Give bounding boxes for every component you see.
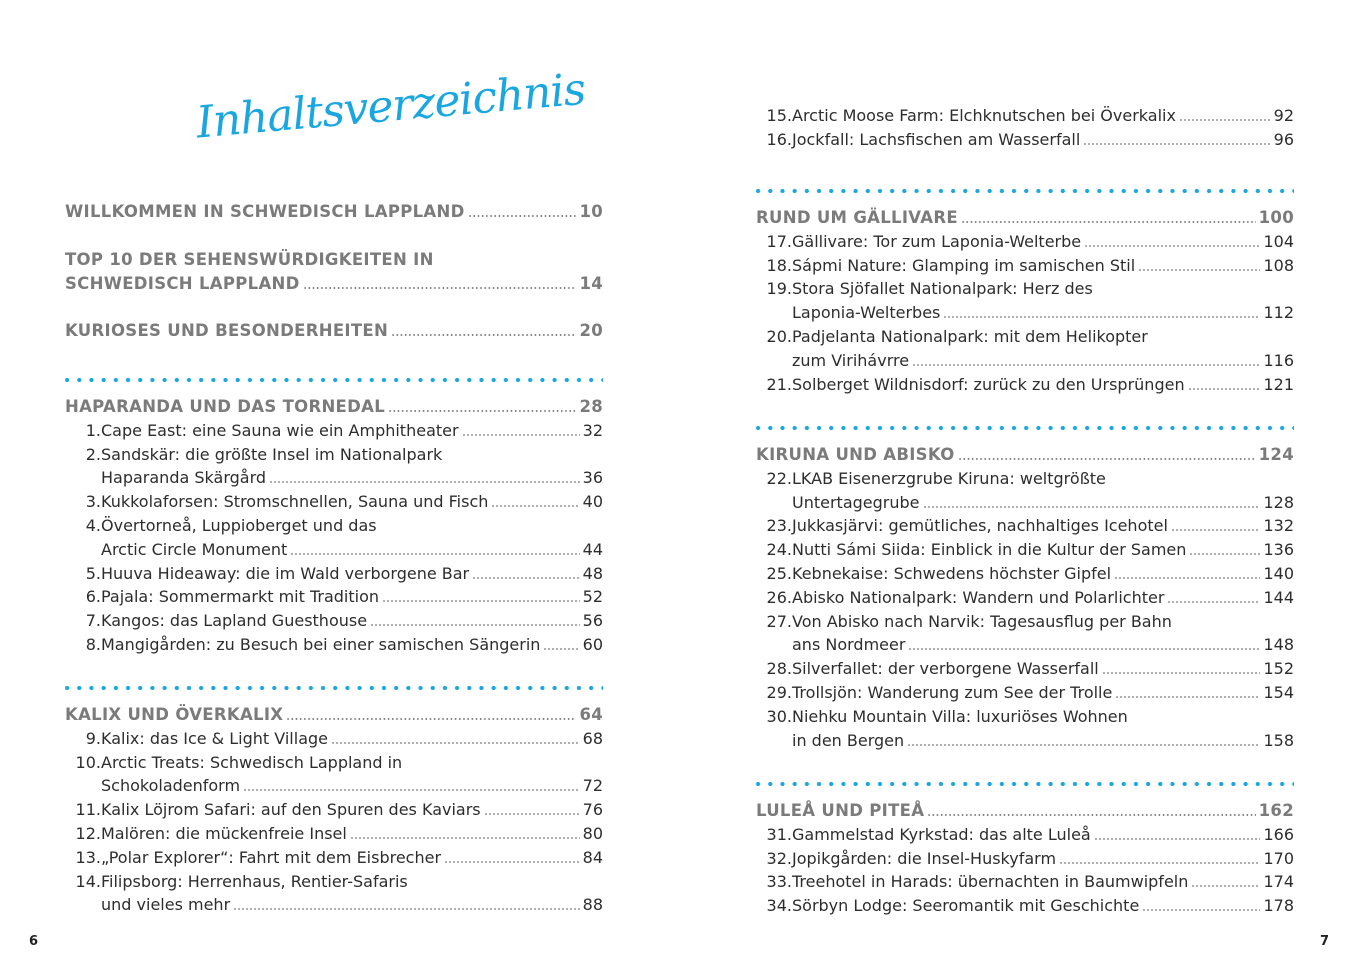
entry-page: 140 — [1263, 563, 1294, 583]
toc-entry[interactable] — [65, 419, 603, 443]
entry-title: Padjelanta Nationalpark: mit dem Helikopter — [792, 326, 1148, 346]
section-heading[interactable] — [756, 799, 1294, 823]
toc-entry[interactable] — [65, 562, 603, 586]
entry-number: 10. — [75, 752, 101, 772]
page-number-right: 7 — [1320, 934, 1330, 949]
right-page — [679, 0, 1358, 974]
toc-entry[interactable] — [756, 254, 1294, 278]
entry-number-cell — [756, 373, 792, 397]
toc-entry[interactable] — [756, 104, 1294, 128]
entry-page: 72 — [582, 776, 603, 796]
entry-number-cell — [65, 633, 101, 657]
toc-title: Inhaltsverzeichnis — [194, 63, 588, 149]
entry-number-cell — [756, 230, 792, 254]
dot-leader — [269, 481, 580, 483]
toc-entry[interactable] — [756, 128, 1294, 152]
toc-entry[interactable] — [756, 823, 1294, 847]
dot-leader — [1094, 838, 1261, 840]
entry-page: 104 — [1263, 231, 1294, 251]
entry-title: Stora Sjöfallet Nationalpark: Herz des — [792, 279, 1093, 299]
entry-title: TOP 10 DER SEHENSWÜRDIGKEITEN IN — [65, 249, 434, 269]
toc-entry[interactable] — [756, 705, 1294, 729]
section-kiruna — [756, 426, 1294, 752]
section-title: RUND UM GÄLLIVARE — [756, 208, 958, 227]
toc-entry[interactable] — [756, 870, 1294, 894]
dot-leader — [303, 287, 577, 289]
toc-entry[interactable] — [65, 846, 603, 870]
entry-page: 108 — [1263, 255, 1294, 275]
dotted-divider — [65, 686, 603, 690]
entry-number: 28. — [766, 659, 792, 679]
entry-number-cell — [756, 894, 792, 918]
entry-page: 128 — [1263, 492, 1294, 512]
entry-title: Schokoladenform — [101, 776, 241, 796]
toc-entry[interactable] — [756, 586, 1294, 610]
entry-number: 22. — [766, 468, 792, 488]
entry-number-cell — [65, 443, 101, 467]
entry-page: 132 — [1263, 516, 1294, 536]
entry-page: 178 — [1263, 896, 1294, 916]
dot-leader — [912, 364, 1260, 366]
entry-title: Kalix Löjrom Safari: auf den Spuren des Kaviars — [101, 800, 481, 820]
dot-leader — [462, 434, 580, 436]
entry-title: SCHWEDISCH LAPPLAND — [65, 273, 300, 293]
entry-number-cell — [65, 798, 101, 822]
section-title: KALIX UND ÖVERKALIX — [65, 705, 284, 724]
dot-leader — [1084, 245, 1260, 247]
dot-leader — [908, 648, 1260, 650]
dot-leader — [472, 577, 580, 579]
entry-page: 68 — [582, 728, 603, 748]
dot-leader — [1083, 143, 1270, 145]
entry-page: 92 — [1273, 106, 1294, 125]
entry-number: 24. — [766, 540, 792, 560]
entry-title: Silverfallet: der verborgene Wasserfall — [792, 659, 1099, 679]
dot-leader — [491, 505, 579, 507]
dot-leader — [1171, 529, 1261, 531]
entry-title: Kukkolaforsen: Stromschnellen, Sauna und Fisch — [101, 492, 489, 512]
entry-title: Von Abisko nach Narvik: Tagesausflug per Bahn — [792, 611, 1172, 631]
toc-entry[interactable] — [756, 467, 1294, 491]
entry-page: 121 — [1263, 374, 1294, 394]
entry-number-cell — [756, 823, 792, 847]
entry-number: 13. — [75, 847, 101, 867]
dot-leader — [907, 744, 1260, 746]
entry-number-cell — [756, 847, 792, 871]
section-heading[interactable] — [756, 206, 1294, 230]
entry-number-cell — [65, 870, 101, 894]
entry-number: 21. — [766, 374, 792, 394]
entry-title: Filipsborg: Herrenhaus, Rentier-Safaris — [101, 871, 408, 891]
entry-page: 152 — [1263, 659, 1294, 679]
entry-page: 76 — [582, 800, 603, 820]
entry-number: 32. — [766, 848, 792, 868]
entry-title: Haparanda Skärgård — [101, 468, 267, 488]
entry-title: Arctic Treats: Schwedisch Lappland in — [101, 752, 403, 772]
toc-entry[interactable] — [65, 466, 603, 490]
entry-number: 15. — [766, 106, 792, 125]
entry-page: 20 — [579, 321, 603, 341]
entry-title: Niehku Mountain Villa: luxuriöses Wohnen — [792, 706, 1128, 726]
dot-leader — [243, 789, 580, 791]
dot-leader — [1142, 909, 1260, 911]
toc-entry[interactable] — [756, 562, 1294, 586]
entry-number-cell — [756, 467, 792, 491]
entry-title: Arctic Circle Monument — [101, 539, 288, 559]
entry-title: WILLKOMMEN IN SCHWEDISCH LAPPLAND — [65, 202, 465, 221]
entry-title: „Polar Explorer“: Fahrt mit dem Eisbrecher — [101, 847, 442, 867]
entry-number: 6. — [85, 587, 101, 607]
entry-title: Gällivare: Tor zum Laponia-Welterbe — [792, 231, 1082, 251]
dot-leader — [1138, 269, 1260, 271]
entry-number-cell — [65, 585, 101, 609]
entry-page: 36 — [582, 468, 603, 488]
entry-page: 14 — [579, 273, 603, 293]
section-page: 162 — [1258, 801, 1294, 820]
section-page: 64 — [579, 705, 603, 724]
entry-title: Huuva Hideaway: die im Wald verborgene Bar — [101, 563, 470, 583]
dotted-divider — [756, 426, 1294, 430]
toc-entry[interactable] — [65, 822, 603, 846]
entry-number: 34. — [766, 896, 792, 916]
dot-leader — [382, 600, 580, 602]
entry-number-cell — [756, 128, 792, 152]
entry-page: 32 — [582, 420, 603, 440]
toc-entry[interactable] — [65, 514, 603, 538]
entry-title: Nutti Sámi Siida: Einblick in die Kultur der Samen — [792, 540, 1187, 560]
section-title: HAPARANDA UND DAS TORNEDAL — [65, 397, 386, 416]
entry-number-cell — [756, 325, 792, 349]
dot-leader — [391, 334, 576, 336]
entry-number-cell — [756, 610, 792, 634]
entry-number-cell — [65, 751, 101, 775]
entry-title: Malören: die mückenfreie Insel — [101, 823, 347, 843]
entry-page: 166 — [1263, 824, 1294, 844]
entry-title: Trollsjön: Wanderung zum See der Trolle — [792, 682, 1113, 702]
toc-entry[interactable] — [65, 727, 603, 751]
entry-page: 154 — [1263, 682, 1294, 702]
entry-title: Cape East: eine Sauna wie ein Amphitheater — [101, 420, 459, 440]
entry-title: Jopikgården: die Insel-Huskyfarm — [792, 848, 1057, 868]
dot-leader — [943, 316, 1260, 318]
entry-title: Övertorneå, Luppioberget und das — [101, 515, 377, 535]
entry-number-cell — [65, 609, 101, 633]
entry-number: 4. — [85, 515, 101, 535]
toc-entry[interactable] — [756, 514, 1294, 538]
entry-title: Arctic Moose Farm: Elchknutschen bei Överkalix — [792, 106, 1176, 125]
toc-entry[interactable] — [756, 633, 1294, 657]
dot-leader — [350, 837, 580, 839]
entry-page: 112 — [1263, 303, 1294, 323]
dot-leader — [1188, 388, 1261, 390]
dot-leader — [444, 861, 580, 863]
toc-entry[interactable] — [756, 610, 1294, 634]
section-page: 28 — [579, 397, 603, 416]
dot-leader — [468, 215, 577, 217]
entry-number: 5. — [85, 563, 101, 583]
toc-entry[interactable] — [756, 491, 1294, 515]
entry-title: Gammelstad Kyrkstad: das alte Luleå — [792, 824, 1091, 844]
entry-page: 116 — [1263, 350, 1294, 370]
toc-entry[interactable] — [65, 774, 603, 798]
dot-leader — [1115, 696, 1260, 698]
intro-entry-top10-cont[interactable] — [65, 272, 603, 296]
entry-number: 20. — [766, 326, 792, 346]
entry-number-cell — [756, 254, 792, 278]
entry-page: 10 — [579, 202, 603, 221]
entry-number-cell — [756, 562, 792, 586]
section-gaellivare — [756, 189, 1294, 396]
entry-number: 31. — [766, 824, 792, 844]
entry-title: ans Nordmeer — [792, 635, 906, 655]
intro-block — [65, 200, 603, 343]
entry-title: Untertagegrube — [792, 492, 920, 512]
intro-entry-welcome[interactable] — [65, 200, 603, 224]
dot-leader — [923, 506, 1261, 508]
toc-entry[interactable] — [756, 373, 1294, 397]
intro-entry-top10[interactable] — [65, 248, 603, 272]
section-kalix — [65, 686, 603, 917]
entry-number: 29. — [766, 682, 792, 702]
entry-title: Kalix: das Ice & Light Village — [101, 728, 328, 748]
entry-page: 144 — [1263, 587, 1294, 607]
entry-number: 7. — [85, 611, 101, 631]
section-heading[interactable] — [65, 703, 603, 727]
toc-entry[interactable] — [65, 585, 603, 609]
entry-title: Sandskär: die größte Insel im Nationalpark — [101, 444, 443, 464]
toc-entry[interactable] — [65, 609, 603, 633]
entry-number-cell — [756, 514, 792, 538]
section-heading[interactable] — [756, 443, 1294, 467]
dot-leader — [370, 624, 580, 626]
dot-leader — [927, 814, 1255, 816]
toc-entry[interactable] — [756, 847, 1294, 871]
toc-entry[interactable] — [756, 349, 1294, 373]
entry-title: Sápmi Nature: Glamping im samischen Stil — [792, 255, 1136, 275]
entry-number-cell — [65, 822, 101, 846]
dotted-divider — [65, 378, 603, 382]
entry-number-cell — [756, 870, 792, 894]
dot-leader — [484, 813, 580, 815]
entry-title: LKAB Eisenerzgrube Kiruna: weltgrößte — [792, 468, 1106, 488]
toc-entry[interactable] — [65, 443, 603, 467]
entry-title: Laponia-Welterbes — [792, 303, 941, 323]
entry-page: 88 — [582, 895, 603, 915]
dot-leader — [1114, 577, 1260, 579]
dot-leader — [1179, 119, 1271, 121]
dot-leader — [290, 553, 579, 555]
entry-number: 16. — [766, 129, 792, 149]
entry-number: 11. — [75, 800, 101, 820]
entry-number: 3. — [85, 492, 101, 512]
entry-number: 30. — [766, 706, 792, 726]
toc-entry[interactable] — [65, 538, 603, 562]
toc-entry[interactable] — [756, 894, 1294, 918]
entry-title: zum Virihávrre — [792, 350, 910, 370]
section-title: LULEÅ UND PITEÅ — [756, 801, 925, 820]
toc-entry[interactable] — [756, 681, 1294, 705]
section-lulea — [756, 782, 1294, 918]
entry-title: Jukkasjärvi: gemütliches, nachhaltiges Icehotel — [792, 516, 1168, 536]
entry-number: 17. — [766, 231, 792, 251]
entry-page: 52 — [582, 587, 603, 607]
dot-leader — [286, 718, 576, 720]
entry-number-cell — [65, 562, 101, 586]
entry-number: 9. — [85, 728, 101, 748]
entry-number: 26. — [766, 587, 792, 607]
entry-title: Mangigården: zu Besuch bei einer samischen Sängerin — [101, 634, 541, 654]
entry-number-cell — [756, 681, 792, 705]
section-page: 100 — [1258, 208, 1294, 227]
toc-entry[interactable] — [65, 870, 603, 894]
dot-leader — [331, 742, 580, 744]
section-kalix-continued — [756, 104, 1294, 152]
entry-number: 8. — [85, 634, 101, 654]
section-page: 124 — [1258, 445, 1294, 464]
toc-entry[interactable] — [756, 301, 1294, 325]
toc-entry[interactable] — [756, 277, 1294, 301]
toc-entry[interactable] — [756, 325, 1294, 349]
toc-entry[interactable] — [65, 798, 603, 822]
dot-leader — [388, 410, 576, 412]
entry-page: 170 — [1263, 848, 1294, 868]
entry-page: 158 — [1263, 730, 1294, 750]
dot-leader — [1059, 862, 1260, 864]
entry-title: KURIOSES UND BESONDERHEITEN — [65, 321, 389, 341]
entry-number-cell — [756, 277, 792, 301]
entry-page: 84 — [582, 847, 603, 867]
toc-entry[interactable] — [756, 538, 1294, 562]
dot-leader — [543, 648, 579, 650]
entry-number-cell — [756, 657, 792, 681]
toc-entry[interactable] — [756, 729, 1294, 753]
dot-leader — [1102, 672, 1261, 674]
entry-number: 19. — [766, 279, 792, 299]
dot-leader — [1191, 885, 1260, 887]
entry-page: 174 — [1263, 872, 1294, 892]
dot-leader — [1189, 553, 1260, 555]
dot-leader — [233, 908, 580, 910]
entry-number: 18. — [766, 255, 792, 275]
entry-title: Abisko Nationalpark: Wandern und Polarlichter — [792, 587, 1165, 607]
entry-page: 136 — [1263, 540, 1294, 560]
page-number-left: 6 — [29, 934, 39, 949]
entry-title: Solberget Wildnisdorf: zurück zu den Ursprüngen — [792, 374, 1185, 394]
toc-entry[interactable] — [65, 893, 603, 917]
entry-title: Kangos: das Lapland Guesthouse — [101, 611, 368, 631]
toc-entry[interactable] — [65, 751, 603, 775]
entry-number: 2. — [85, 444, 101, 464]
entry-number-cell — [65, 490, 101, 514]
entry-number-cell — [65, 419, 101, 443]
toc-entry[interactable] — [65, 633, 603, 657]
entry-title: in den Bergen — [792, 730, 905, 750]
entry-number: 12. — [75, 823, 101, 843]
entry-title: Pajala: Sommermarkt mit Tradition — [101, 587, 380, 607]
section-haparanda — [65, 378, 603, 657]
entry-number: 25. — [766, 563, 792, 583]
entry-number-cell — [65, 514, 101, 538]
entry-page: 40 — [582, 492, 603, 512]
entry-number-cell — [756, 705, 792, 729]
dot-leader — [958, 458, 1256, 460]
entry-number-cell — [756, 538, 792, 562]
entry-page: 80 — [582, 823, 603, 843]
entry-page: 48 — [582, 563, 603, 583]
dot-leader — [1167, 601, 1260, 603]
entry-number: 14. — [75, 871, 101, 891]
toc-entry[interactable] — [756, 230, 1294, 254]
dotted-divider — [756, 189, 1294, 193]
entry-page: 148 — [1263, 635, 1294, 655]
entry-page: 56 — [582, 611, 603, 631]
entry-page: 60 — [582, 634, 603, 654]
entry-title: Jockfall: Lachsfischen am Wasserfall — [792, 129, 1081, 149]
entry-page: 44 — [582, 539, 603, 559]
entry-title: Sörbyn Lodge: Seeromantik mit Geschichte — [792, 896, 1140, 916]
entry-title: Treehotel in Harads: übernachten in Baumwipfeln — [792, 872, 1189, 892]
toc-entry[interactable] — [65, 490, 603, 514]
entry-number-cell — [65, 727, 101, 751]
dotted-divider — [756, 782, 1294, 786]
entry-number: 27. — [766, 611, 792, 631]
entry-number: 33. — [766, 872, 792, 892]
entry-title: und vieles mehr — [101, 895, 231, 915]
entry-number-cell — [756, 104, 792, 128]
entry-number: 23. — [766, 516, 792, 536]
entry-number-cell — [756, 586, 792, 610]
entry-title: Kebnekaise: Schwedens höchster Gipfel — [792, 563, 1112, 583]
toc-entry[interactable] — [756, 657, 1294, 681]
entry-page: 96 — [1273, 129, 1294, 149]
section-heading[interactable] — [65, 395, 603, 419]
entry-number: 1. — [85, 420, 101, 440]
section-title: KIRUNA UND ABISKO — [756, 445, 955, 464]
dot-leader — [961, 221, 1256, 223]
intro-entry-kurioses[interactable] — [65, 319, 603, 343]
entry-number-cell — [65, 846, 101, 870]
